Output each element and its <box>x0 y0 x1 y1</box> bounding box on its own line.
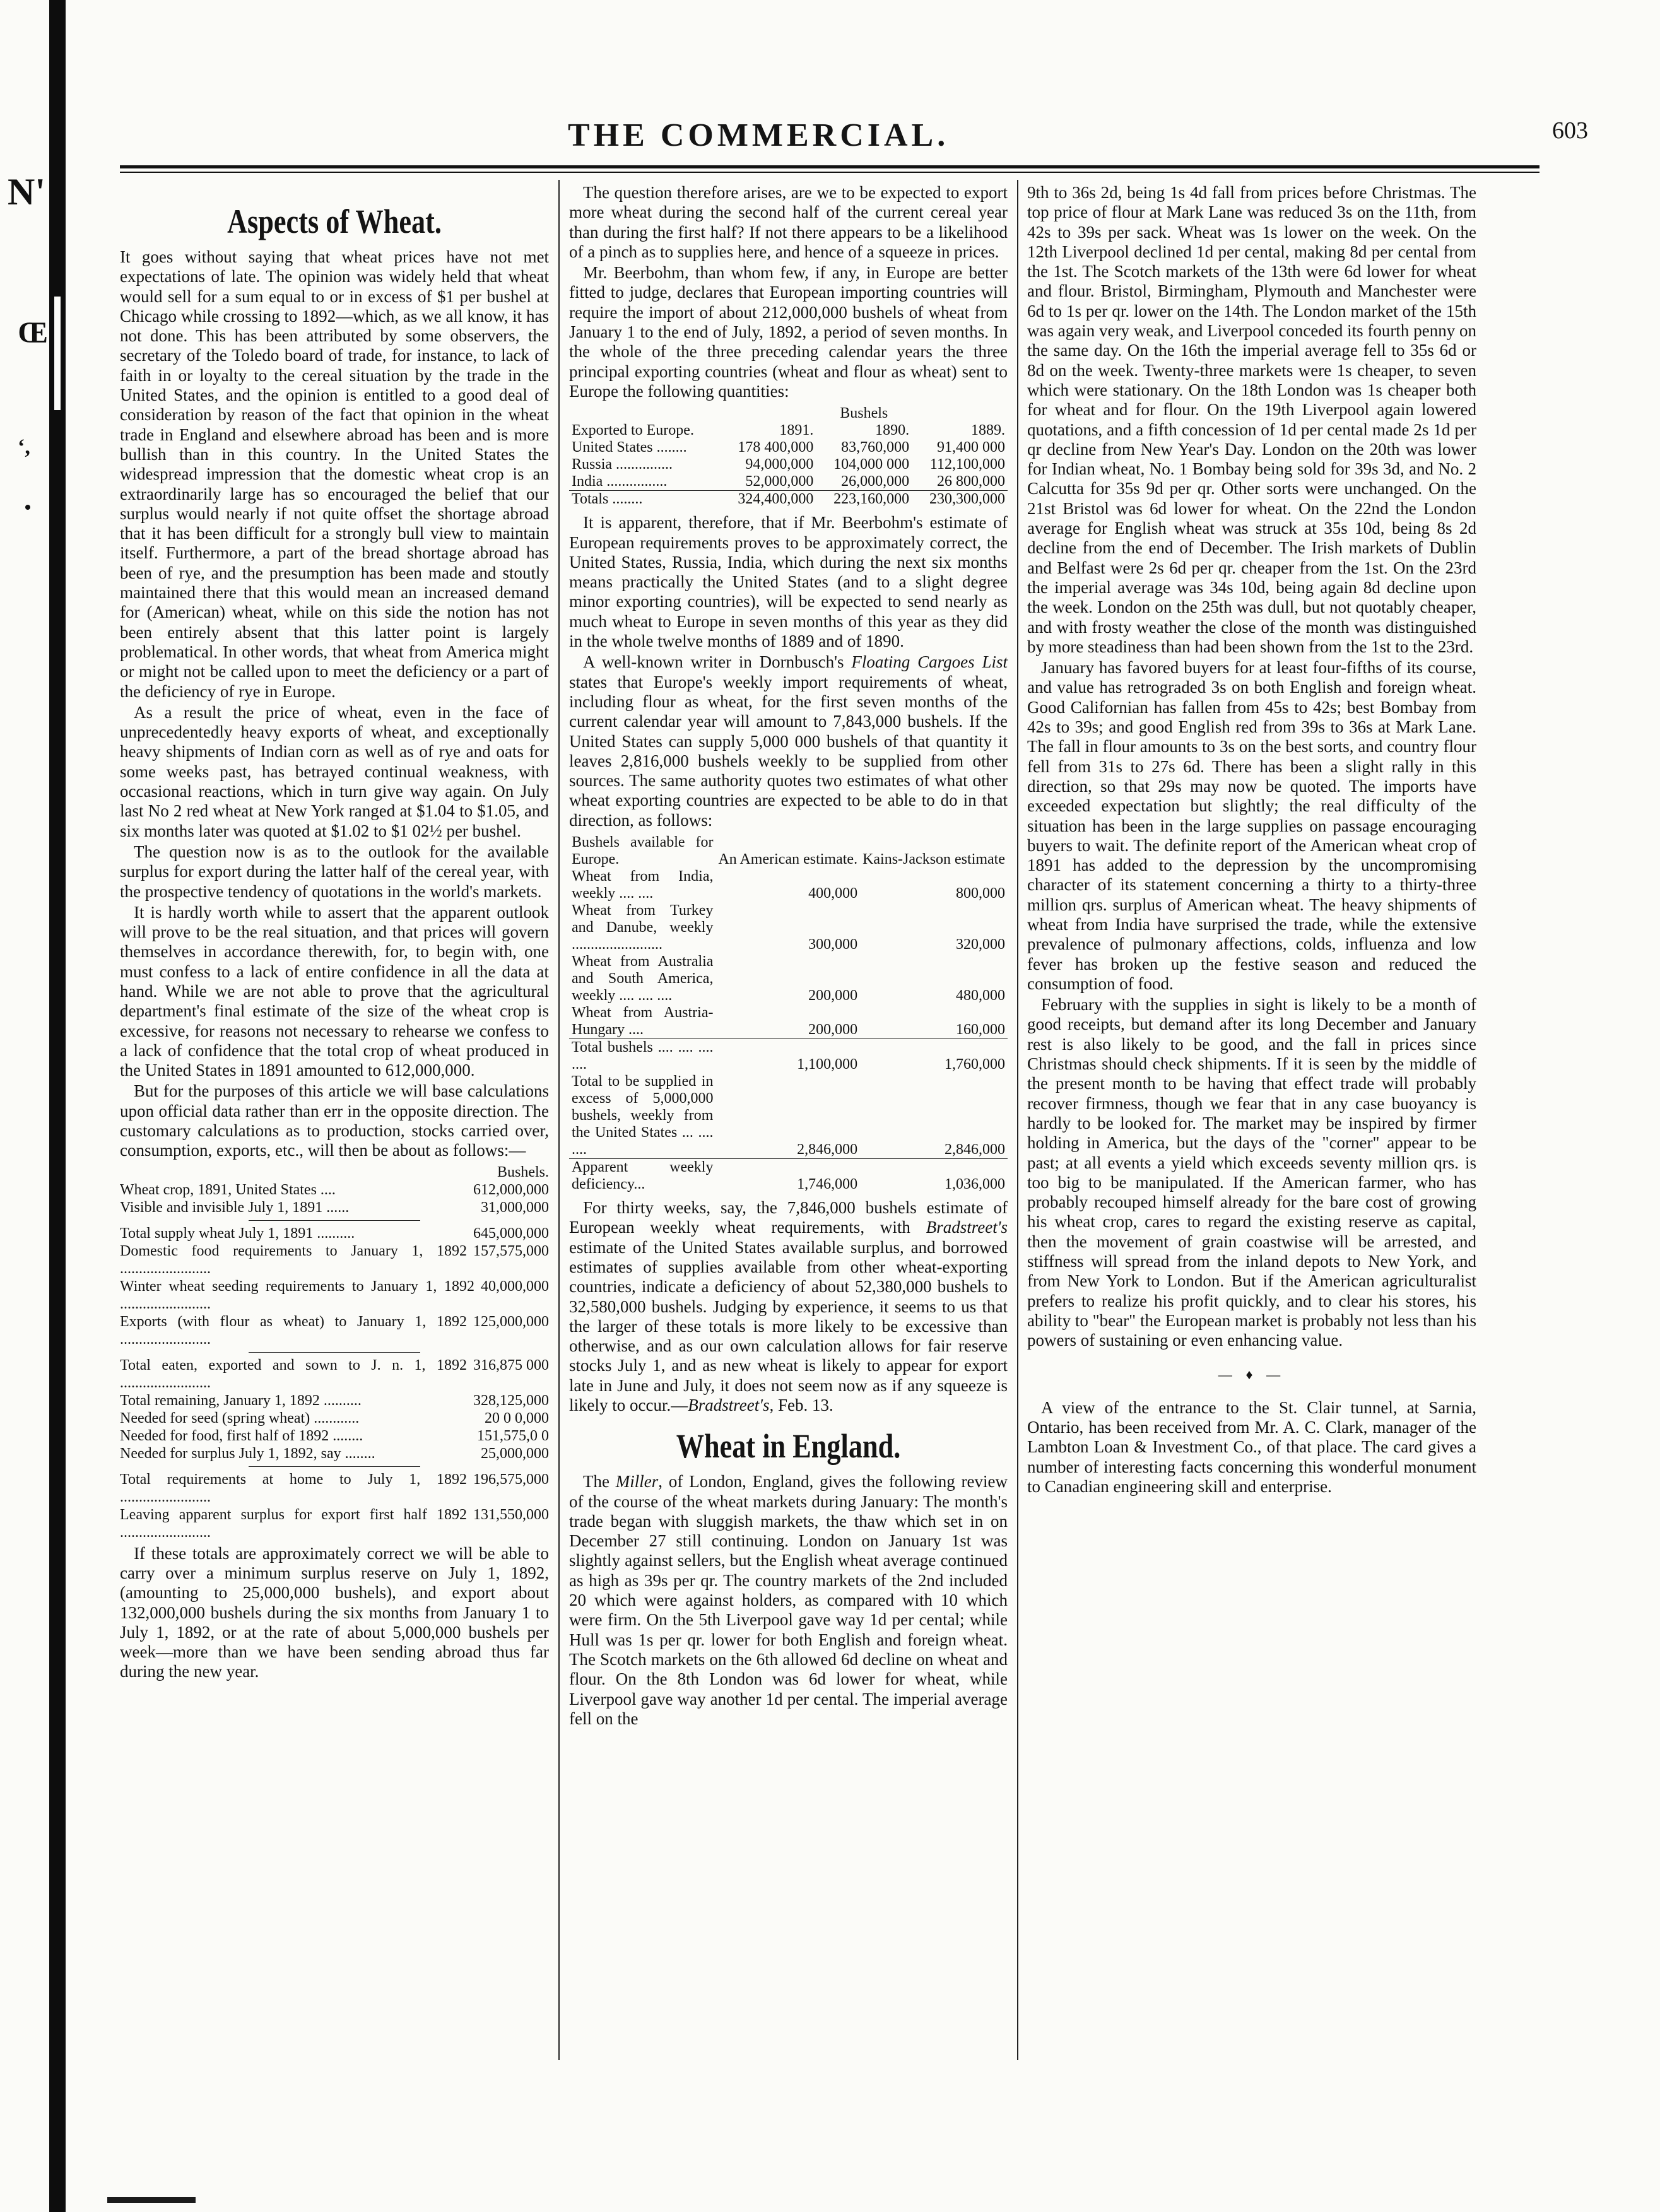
column-3 <box>1027 183 1476 1498</box>
table-header-row: Exported to Europe. 1891. 1890. 1889. <box>572 422 1005 439</box>
article-paragraph: But for the purposes of this article we will base calculations upon official data rather than err in the opposite direction. The customary calculations as to production, stocks carried over, consumption, exports, etc., will then be about as follows:— <box>120 1081 549 1160</box>
table-row: United States ........ 178 400,000 83,760,000 91,400 000 <box>572 439 1005 456</box>
article-paragraph: February with the supplies in sight is likely to be a month of good receipts, but demand after its long December and January rest is also likely to be good, and the fall in prices since Christmas should check shipments. If it is seen by the middle of the present month to be having that effect trade will probably recover firmness, though we fear that in any case buoyancy is hardly to be looked for. The market may be inspired by firmer holding in America, but the days of the "corner" appear to be past; at all events a yield which exceeds seventy million qrs. is too big to be manipulated. If the American farmer, who has probably recouped himself already for the bare cost of growing his wheat crop, cares to regard the existing reserve as capital, then the movement of grain coastwise will be arrested, and stiffness will spread from the inland depots to New York, and from New York to London. But if the American agriculturalist prefers to realize his profit quickly, and to clear his stores, his ability to "bear" the European market is probably not less than his powers of sustaining or even enhancing value. <box>1027 995 1476 1350</box>
article-paragraph: It is hardly worth while to assert that the apparent outlook will prove to be the real situation, and that prices will govern themselves in accordance therewith, for, to begin with, one must confess to a lack of entire confidence in all the data at hand. While we are not able to prove that the agricultural department's final estimate of the size of the wheat crop is excessive, for reasons not necessary to rehearse we confess to a lack of confidence that the total crop of wheat produced in the United States in 1891 amounted to 612,000,000. <box>120 902 549 1080</box>
statement-header: Bushels. <box>497 1163 549 1180</box>
table-group-header: Bushels <box>840 405 888 422</box>
scan-smear <box>107 2197 196 2203</box>
article-heading-england: Wheat in England. <box>676 1427 901 1466</box>
statement-row: Winter wheat seeding requirements to January 1, 1892 ........................ 40,000,000 <box>120 1278 549 1312</box>
statement-rule <box>249 1220 420 1221</box>
article-paragraph: January has favored buyers for at least four-fifths of its course, and value has retrograded 3s on both English and foreign wheat. Good Californian has fallen from 45s to 42s; best Bombay from 42s to 39s; and good English red from 39s to 36s at Mark Lane. The fall in flour amounts to 3s on the best sorts, and country flour fell from 31s to 27s 6d. There has been a slight rally in this direction, so that 29s may now be quoted. The imports have exceeded expectation but slightly; the real difficulty of the situation has been in the large supplies on passage encouraging buyers to wait. The definite report of the American wheat crop of 1891 has added to the depression by the uncompromising character of its statement concerning a thirty to a thirty-three million qrs. surplus of American wheat. The heavy shipments of wheat from India have surprised the trade, while the extensive prevalence of pulmonary affections, colds, influenza and low fever has broken up the festive season and reduced the consumption of food. <box>1027 658 1476 993</box>
table-row: Wheat from Australia and South America, weekly .... .... .... 200,000 480,000 <box>572 953 1005 1004</box>
exports-table <box>569 405 1008 508</box>
article-paragraph: The Miller, of London, England, gives the following review of the course of the wheat markets during January: The month's trade began with sluggish markets, the thaw which set in on December 27 still continuing. London on January 1st was slightly against sellers, but the English wheat average continued as high as 39s per qr. The country markets of the 2nd included 20 which were against holders, as compared with 10 which were firm. On the 5th Liverpool gave way 1d per cental; while Hull was 1s per qr. lower for both English and foreign wheat. The Scotch markets on the 6th allowed 6d decline on wheat and flour. On the 8th London was 6d lower for wheat, while Liverpool gave way another 1d per cental. The imperial average fell on the <box>569 1472 1008 1728</box>
page-number: 603 <box>1552 117 1588 144</box>
article-paragraph: 9th to 36s 2d, being 1s 4d fall from prices before Christmas. The top price of flour at Mark Lane was reduced 3s on the 11th, from 42s to 39s per sack. Wheat was 1s lower on the week. On the 12th Liverpool declined 1d per cental, making 8d per cental from the 1st. The Scotch markets of the 13th were 6d lower for wheat and flour. Bristol, Birmingham, Plymouth and Manchester were 6d to 1s per qr. lower on the 14th. The London market of the 15th was again very weak, and Liverpool conceded its fourth penny on the same day. On the 16th the imperial average fell to 35s 6d or 8d on the week. Twenty-three markets were 1s cheaper, to seven which were stationary. On the 18th London was 1s cheaper both for wheat and for flour. On the 19th Liverpool again lowered quotations, and a fifth concession of 1d per cental made 2s 1d per qr decline from New Year's Day. London on the 20th was lower for Indian wheat, No. 1 Bombay being sold for 39s 3d, and No. 2 Calcutta for 35s 9d per qr. Other sorts were unchanged. On the 21st Bristol was 6d lower for wheat. On the 22nd the London average for English wheat was struck at 35s 10d, being 8s 2d decline from the end of December. The Irish markets of Dublin and Belfast were 2s 6d per qr. cheaper from the 1st. On the 23rd the imperial average was 34s 10d, being again 8d decline upon the week. London on the 25th was dull, but not quotably cheaper, and with frosty weather the close of the month was distinguished by more steadiness than had been shown from the 1st to the 23rd. <box>1027 183 1476 656</box>
statement-row: Total remaining, January 1, 1892 .......... 328,125,000 <box>120 1392 549 1409</box>
margin-mark-2: Œ <box>18 316 48 350</box>
statement-row: Total eaten, exported and sown to J. n. 1, 1892 ........................ 316,875 000 <box>120 1356 549 1391</box>
column-rule-1 <box>558 180 560 2060</box>
article-paragraph: For thirty weeks, say, the 7,846,000 bushels estimate of European weekly wheat requirements, with Bradstreet's estimate of the United States available surplus, and borrowed estimates of supplies available from other wheat-exporting countries, indicate a deficiency of about 52,380,000 bushels to 32,580,000 bushels. Judging by experience, it seems to us that the larger of these totals is more likely to be excessive than otherwise, and as our own calculation allows for fair reserve stocks July 1, and as new wheat is likely to appear for export late in June and July, it does not seem now as if any squeeze is likely to occur.—Bradstreet's, Feb. 13. <box>569 1198 1008 1415</box>
table-row: Total to be supplied in excess of 5,000,000 bushels, weekly from the United States ... .... .... 2,846,000 2,846,000 <box>572 1073 1005 1158</box>
margin-mark-1: N' <box>8 171 45 213</box>
statement-row: Needed for surplus July 1, 1892, say ........ 25,000,000 <box>120 1445 549 1462</box>
section-divider: — ♦ — <box>1218 1366 1286 1382</box>
supply-estimates-table <box>569 834 1008 1193</box>
table-row: Russia ............... 94,000,000 104,000 000 112,100,000 <box>572 456 1005 473</box>
column-2 <box>569 183 1008 1730</box>
table-row: Wheat from Austria-Hungary .... 200,000 160,000 <box>572 1004 1005 1038</box>
article-paragraph: As a result the price of wheat, even in the face of unprecedentedly heavy exports of wheat, and exceptionally heavy shipments of Indian corn as well as of rye and oats for some weeks past, has betrayed continual weakness, with occasional reactions, which in turn give way again. On July last No 2 red wheat at New York ranged at $1.04 to $1.05, and six months later was quoted at $1.02 to $1 02½ per bushel. <box>120 702 549 840</box>
statement-row: Total supply wheat July 1, 1891 .......... 645,000,000 <box>120 1225 549 1242</box>
statement-row: Leaving apparent surplus for export first half 1892 ........................ 131,550,000 <box>120 1506 549 1541</box>
statement-row: Needed for food, first half of 1892 ........ 151,575,0 0 <box>120 1427 549 1444</box>
article-paragraph: It goes without saying that wheat prices have not met expectations of late. The opinion was widely held that wheat would sell for a sum equal to or in excess of $1 per bushel at Chicago while crossing to 1892—which, as we all know, it has not done. This has been attributed by some observers, the secretary of the Toledo board of trade, for instance, to lack of faith in or loyalty to the cereal situation by the trade in the United States, and the opinion is entitled to a good deal of consideration by reason of the fact that opinion in the wheat trade in England and elsewhere abroad has been and is more bullish than in this country. In the United States the widespread impression that the domestic wheat crop is an extraordinarily large has so encouraged the belief that our surplus would nearly if not quite offset the shortage abroad that it has been difficult for a strongly bull view to maintain itself. Furthermore, a part of the bread shortage abroad has been of rye, and the presumption has been made and stoutly maintained there that this would mean an increased demand for (American) wheat, while on this side the notion has not been entirely absent that this latter point is largely problematical. In other words, that wheat from America might or might not be called upon to meet the deficiency or a part of the deficiency of rye in Europe. <box>120 247 549 701</box>
table-deficiency-row: Apparent weekly deficiency... 1,746,000 1,036,000 <box>569 1159 1008 1194</box>
article-paragraph: It is apparent, therefore, that if Mr. Beerbohm's estimate of European requirements proves to be approximately correct, the United States, Russia, India, which during the next six months means practically the United States (and to a slight degree minor exporting countries), will be expected to send nearly as much wheat to Europe in seven months of this year as they did in the whole twelve months of 1889 and of 1890. <box>569 513 1008 651</box>
statement-row: Visible and invisible July 1, 1891 ...... 31,000,000 <box>120 1199 549 1216</box>
column-rule-2 <box>1017 180 1018 2060</box>
header-rule <box>120 165 1539 168</box>
table-total-row: Total bushels .... .... .... .... 1,100,000 1,760,000 <box>569 1039 1008 1074</box>
article-paragraph: The question now is as to the outlook for the available surplus for export during the latter half of the cereal year, with the prospective tendency of quotations in the world's markets. <box>120 842 549 901</box>
margin-mark-3: ‘, <box>18 435 30 459</box>
table-row: Wheat from India, weekly .... .... 400,000 800,000 <box>572 868 1005 902</box>
table-row: Wheat from Turkey and Danube, weekly ........................ 300,000 320,000 <box>572 902 1005 953</box>
scan-speck <box>25 505 30 510</box>
article-paragraph: The question therefore arises, are we to be expected to export more wheat during the second half of the current cereal year than during the first half? If not there appears to be a likelihood of a pinch as to supplies here, and hence of a squeeze in prices. <box>569 183 1008 261</box>
statement-row: Total requirements at home to July 1, 1892 ........................ 196,575,000 <box>120 1471 549 1505</box>
article-paragraph: Mr. Beerbohm, than whom few, if any, in Europe are better fitted to judge, declares that European importing countries will require the import of about 212,000,000 bushels of wheat from January 1 to the end of July, 1892, a period of seven months. In the whole of the three preceding calendar years the three principal exporting countries (wheat and flour as wheat) sent to Europe the following quantities: <box>569 263 1008 401</box>
statement-row: Wheat crop, 1891, United States .... 612,000,000 <box>120 1181 549 1198</box>
article-paragraph: A view of the entrance to the St. Clair tunnel, at Sarnia, Ontario, has been received from Mr. A. C. Clark, manager of the Lambton Loan & Investment Co., of that place. The card gives a number of interesting facts concerning this wonderful monument to Canadian engineering skill and enterprise. <box>1027 1397 1476 1496</box>
article-paragraph: If these totals are approximately correct we will be able to carry over a minimum surplus reserve on July 1, 1892, (amounting to 25,000,000 bushels), and export about 132,000,000 bushels during the six months from January 1 to July 1, 1892, or at the rate of about 5,000,000 bushels per week—more than we have been sending abroad thus far during the new year. <box>120 1543 549 1681</box>
table-header-row: Bushels available for Europe. An American estimate. Kains-Jackson estimate <box>572 834 1005 868</box>
statement-row: Exports (with flour as wheat) to January 1, 1892 ........................ 125,000,000 <box>120 1313 549 1348</box>
article-heading-aspects: Aspects of Wheat. <box>227 203 442 240</box>
header-rule-thin <box>120 172 1539 173</box>
table-total-row: Totals ........ 324,400,000 223,160,000 230,300,000 <box>569 491 1008 509</box>
article-paragraph: A well-known writer in Dornbusch's Floating Cargoes List states that Europe's weekly import requirements of wheat, including flour as wheat, for the first seven months of the current calendar year will amount to 7,843,000 bushels. If the United States can supply 5,000 000 bushels of that quantity it leaves 2,816,000 bushels weekly to be supplied from other sources. The same authority quotes two estimates of what other wheat exporting countries are expected to be able to do in that direction, as follows: <box>569 652 1008 830</box>
binding-gap <box>54 297 61 410</box>
statement-row: Needed for seed (spring wheat) ............ 20 0 0,000 <box>120 1409 549 1427</box>
column-1 <box>120 183 549 1683</box>
statement-rule <box>249 1352 420 1353</box>
statement-row: Domestic food requirements to January 1, 1892 ........................ 157,575,000 <box>120 1242 549 1277</box>
supply-statement <box>120 1163 549 1541</box>
masthead: THE COMMERCIAL. <box>568 117 950 153</box>
statement-rule <box>249 1466 420 1467</box>
table-row: India ................ 52,000,000 26,000,000 26 800,000 <box>572 473 1005 490</box>
